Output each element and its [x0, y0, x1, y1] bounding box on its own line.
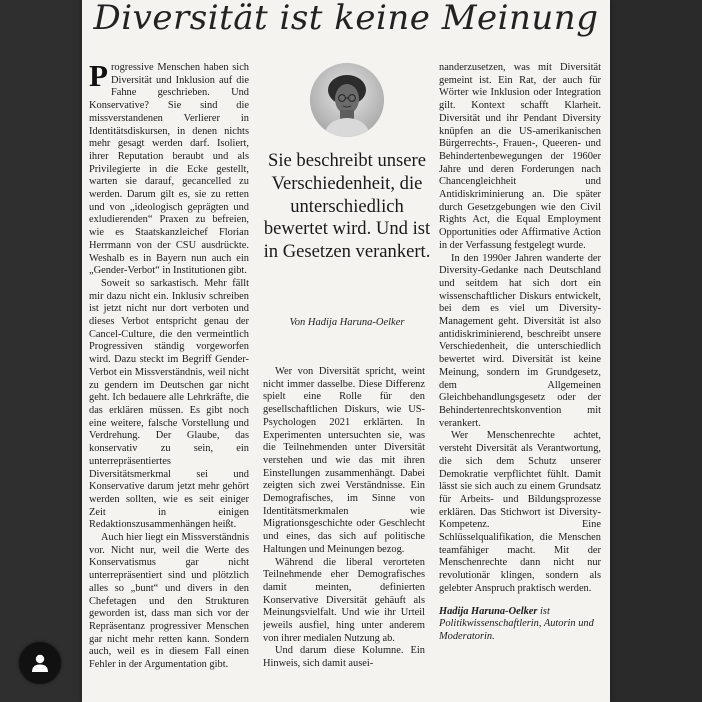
paragraph: Während die liberal verorteten Teilnehmende eher Demografisches damit meinten, definierten Konservative Diversität gehäuft als Meinungsvielfalt. Und wie ihr Urteil jeweils ausfiel, hing unter anderem von ihrer medialen Nutzung ab.	[263, 556, 425, 644]
author-portrait	[310, 63, 384, 137]
user-icon	[30, 653, 50, 673]
left-frame	[0, 0, 82, 702]
byline: Von Hadija Haruna-Oelker	[289, 317, 405, 328]
paragraph: Wer von Diversität spricht, weint nicht immer dasselbe. Diese Differenz spielt eine Rolle für den gesellschaftlichen Diskurs, wie US-Psychologen 2021 erklärten. In Experimenten untersuchten sie, was die Teilnehmenden unter Diversität verstehen und wie das mit ihren Einstellungen zusammenhängt. Dabei zeigten sich zwei Verständnisse. Ein Demografisches, im Sinne von Identitätsmerkmalen wie Migrationsgeschichte oder Geschlecht und eines, das sich auf politische Haltungen und Meinungen bezog.	[263, 366, 425, 555]
headline: Diversität ist keine Meinung	[93, 0, 599, 38]
author-bio	[439, 606, 601, 644]
paragraph: Wer Menschenrechte achtet, versteht Diversität als Verantwortung, die sich dem Schutz unserer Demokratie verpflichtet fühlt. Damit lässt sie sich auch zu einem Grundsatz für Arbeits- und Bildungsprozesse erklären. Das Stichwort ist Diversity-Kompetenz. Eine Schlüsselqualifikation, die Menschen teamfähiger macht. Mit der Menschenrechte dann nicht nur revolutionär klingen, sondern als gelebter Anspruch praktisch werden.	[439, 430, 601, 594]
left-column	[89, 62, 249, 702]
paragraph: Und darum diese Kolumne. Ein Hinweis, sich damit ausei-	[263, 645, 425, 670]
right-column	[439, 62, 601, 702]
bio-name: Hadija Haruna-Oelker	[439, 605, 538, 617]
portrait-image	[310, 63, 384, 137]
paragraph: nanderzusetzen, was mit Diversität gemeint ist. Ein Rat, der auch für Wörter wie Inklusion oder Integration gilt. Kontext schafft Klarheit. Diversität und ihr Pendant Diversity knüpfen an die US-amerikanischen Bürgerrechts-, Frauen-, Queeren- und Behindertenbewegungen der 1960er Jahre und deren Forderungen nach Chancengleichheit und Antidiskriminierung an. Die später durch Gesetzgebungen wie den Civil Rights Act, die Equal Employment Opportunities oder Affirmative Action in der Verfassung festgelegt wurde.	[439, 62, 601, 251]
paragraph: Auch hier liegt ein Missverständnis vor. Nicht nur, weil die Werte des Konservatismus gar nicht unterrepräsentiert sind und plötzlich alles so „bunt“ und divers in den Chefetagen und den Strukturen geworden ist, dass man sich vor der Repräsentanz progressiver Menschen gar nicht mehr retten kann. Sondern auch, weil es in diesem Fall einen Fehler in der Argumentation gibt.	[89, 532, 249, 671]
bio-text: ist Politikwissenschaftlerin, Autorin und Moderatorin.	[439, 605, 594, 642]
pull-quote: Sie beschreibt unsere Verschiedenheit, die unterschiedlich bewertet wird. Und ist in Gesetzen verankert.	[263, 150, 431, 263]
paragraph: In den 1990er Jahren wanderte der Diversity-Gedanke nach Deutschland und seitdem hat sich dort ein wissenschaftlicher Diskurs entwickelt, bei dem es viel um Diversity-Management geht. Diversität ist also antidiskriminierend, beschreibt unsere Verschiedenheit, die unterschiedlich bewertet wird. Diversität ist keine Meinung, sondern im Grundgesetz, dem Allgemeinen Gleichbehandlungsgesetz oder der Behindertenrechtskonvention mit verankert.	[439, 252, 601, 429]
dropcap: P	[89, 62, 108, 93]
paragraph: Progressive Menschen haben sich Diversität und Inklusion auf die Fahne geschrieben. Und Konservative? Sie sind die missverstandenen Verlierer in Identitätsdiskursen, in denen nichts mehr gesagt werden darf. Isoliert, ihrer Reputation beraubt und als Privilegierte in die Ecke gestellt, warten sie darauf, gecancelled zu werden. Darum gilt es, sie zu retten und von „ideologisch geprägten und exludierenden“ Praxen zu befreien, wie es Staatskanzleichef Florian Herrmann von der CSU ausdrückte. Weshalb es in Bayern nun auch ein „Gender-Verbot“ in Institutionen gibt.	[89, 62, 249, 277]
newspaper-column	[82, 0, 610, 702]
right-frame	[610, 0, 702, 702]
middle-column	[263, 366, 425, 702]
paragraph: Soweit so sarkastisch. Mehr fällt mir dazu nicht ein. Inklusiv schreiben ist jetzt nicht nur dort verboten und dieses Verbot entspricht genau der Cancel-Culture, die den vermeintlich Progressiven ständig vorgeworfen wird. Dazu steckt im Begriff Gender-Verbot ein Missverständnis, weil nicht zu gendern im Deutschen gar nicht geht. Ich bedauere alle Lehrkräfte, die das erklären müssen. Es gibt noch eine weitere, falsche Vorstellung und Verdrehung. Der Glaube, das konservativ zu sein, ein unterrepräsentiertes Diversitätsmerkmal sei und Konservative darum jetzt mehr gehört werden sollten, wie es seit einiger Zeit in einigen Redaktionszusammenhängen heißt.	[89, 277, 249, 531]
account-button[interactable]	[19, 642, 61, 684]
